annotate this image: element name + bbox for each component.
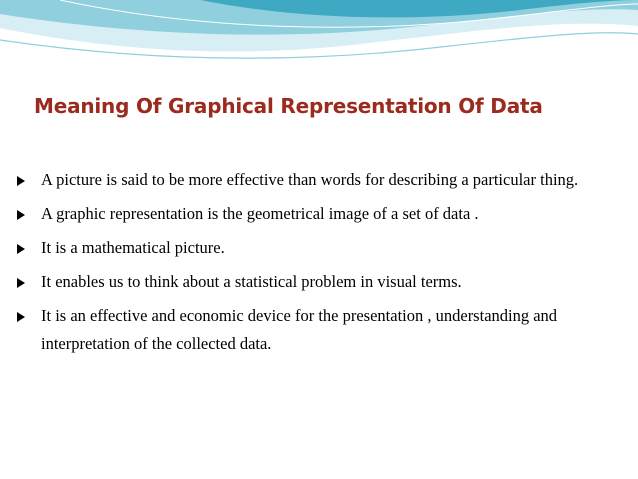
bullet-text: It enables us to think about a statistical problem in visual terms. (41, 272, 462, 291)
bullet-text: A picture is said to be more effective than words for describing a particular thing. (41, 170, 579, 189)
square-arrow-bullet-icon (17, 278, 25, 288)
slide-title: Meaning Of Graphical Representation Of Data (34, 94, 543, 118)
bullet-text: It is a mathematical picture. (41, 238, 225, 257)
bullet-item (14, 234, 624, 262)
bullet-item (14, 200, 624, 228)
header-wave-band (0, 0, 638, 64)
square-arrow-bullet-icon (17, 244, 25, 254)
square-arrow-bullet-icon (17, 312, 25, 322)
bullet-text: It is an effective and economic device for the presentation , understanding and interpretation of the collected data. (41, 306, 558, 353)
bullet-text: A graphic representation is the geometrical image of a set of data . (41, 204, 479, 223)
square-arrow-bullet-icon (17, 176, 25, 186)
square-arrow-bullet-icon (17, 210, 25, 220)
bullet-item (14, 302, 624, 358)
bullet-item (14, 166, 624, 194)
bullet-item (14, 268, 624, 296)
bullet-list (14, 166, 624, 364)
